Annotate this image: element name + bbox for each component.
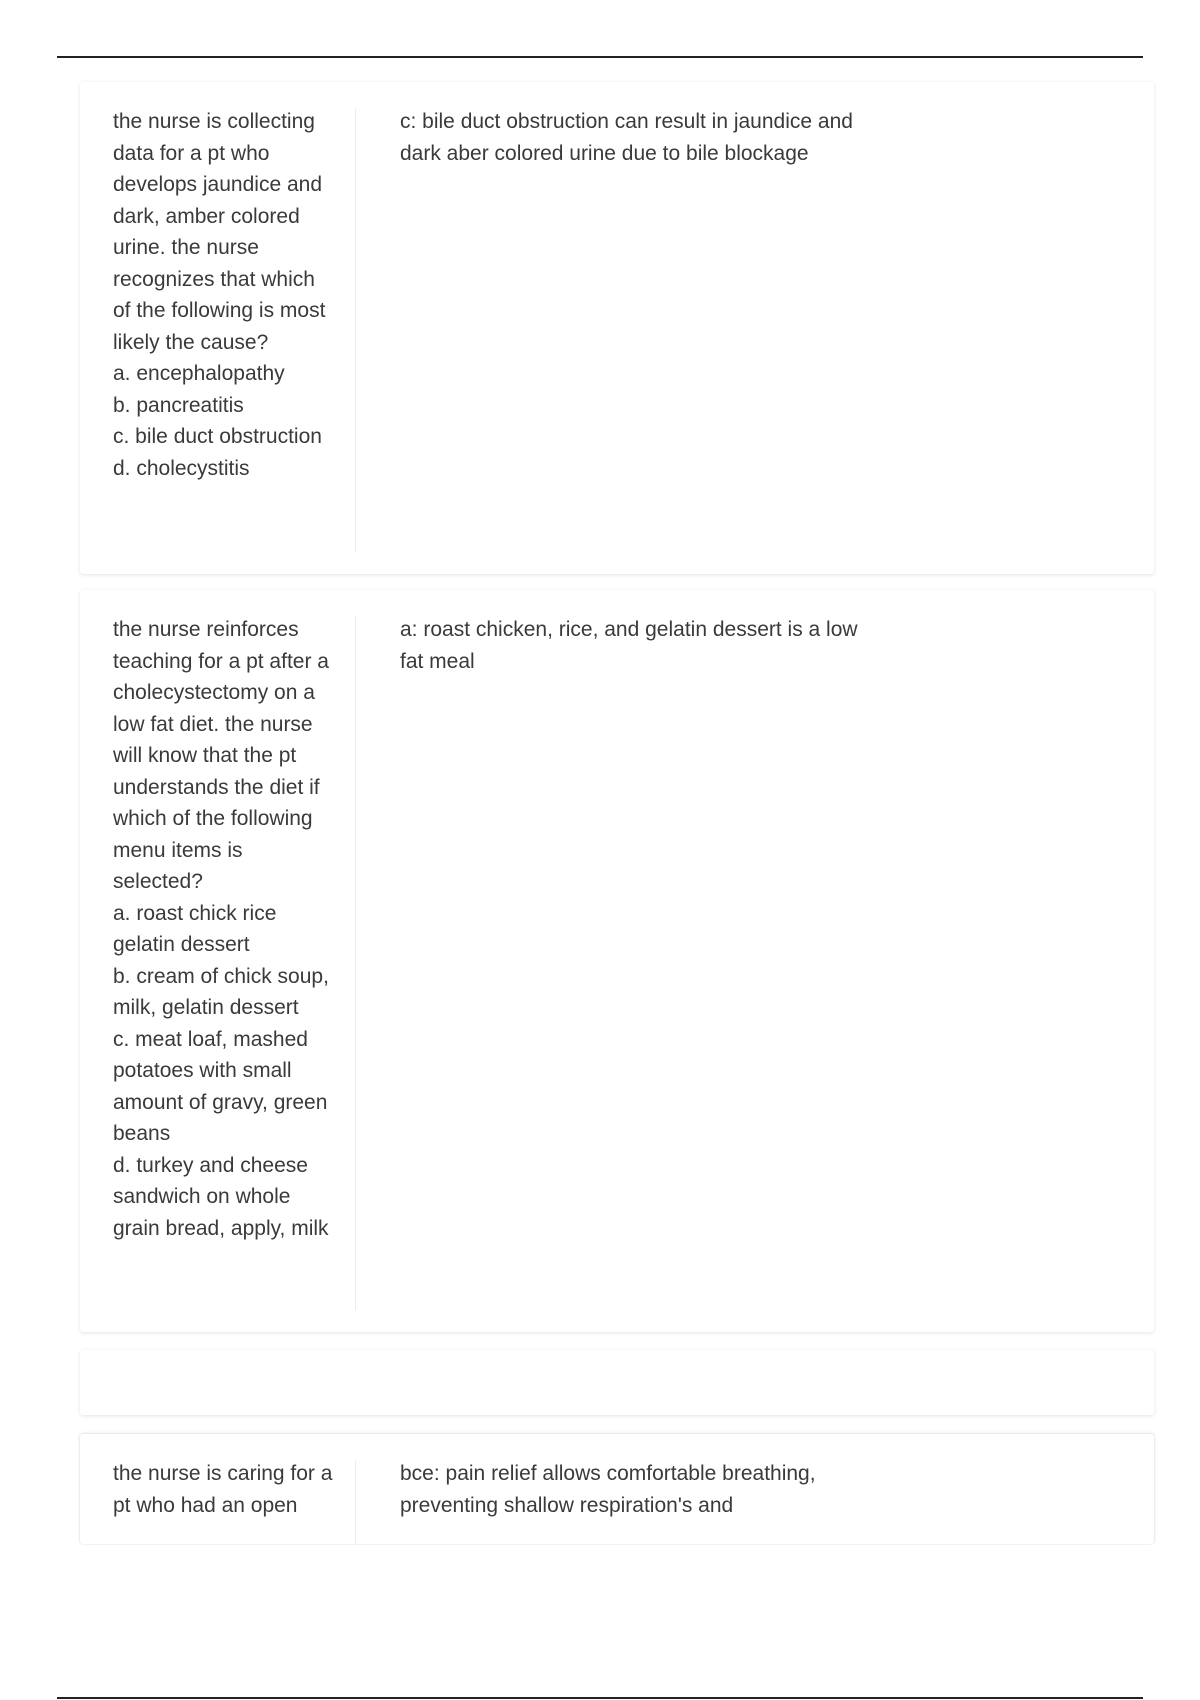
card-divider: [355, 108, 356, 552]
top-rule: [57, 56, 1143, 58]
card-definition: a: roast chicken, rice, and gelatin dessert is a low fat meal: [400, 618, 858, 673]
card-divider: [355, 1460, 356, 1544]
flashcard: [80, 1434, 1154, 1544]
card-term: the nurse reinforces teaching for a pt after a cholecystectomy on a low fat diet. the nurse will know that the pt understands the diet if which of the following menu items is selected? a. roast chick rice gelatin dessert b. cream of chick soup, milk, gelatin dessert c. meat loaf, mashed potatoes with small amount of gravy, green beans d. turkey and cheese sandwich on whole grain bread, apply, milk: [113, 618, 329, 1240]
flashcard: [80, 590, 1154, 1332]
flashcard-empty: [80, 1350, 1154, 1415]
bottom-rule: [57, 1697, 1143, 1699]
card-definition: bce: pain relief allows comfortable breathing, preventing shallow respiration's and: [400, 1462, 816, 1517]
card-divider: [355, 616, 356, 1310]
flashcard: [80, 82, 1154, 574]
card-definition: c: bile duct obstruction can result in jaundice and dark aber colored urine due to bile blockage: [400, 110, 853, 165]
card-term: the nurse is caring for a pt who had an open: [113, 1462, 333, 1517]
card-term: the nurse is collecting data for a pt who develops jaundice and dark, amber colored urine. the nurse recognizes that which of the following is most likely the cause? a. encephalopathy b. pancreatitis c. bile duct obstruction d. cholecystitis: [113, 110, 326, 480]
